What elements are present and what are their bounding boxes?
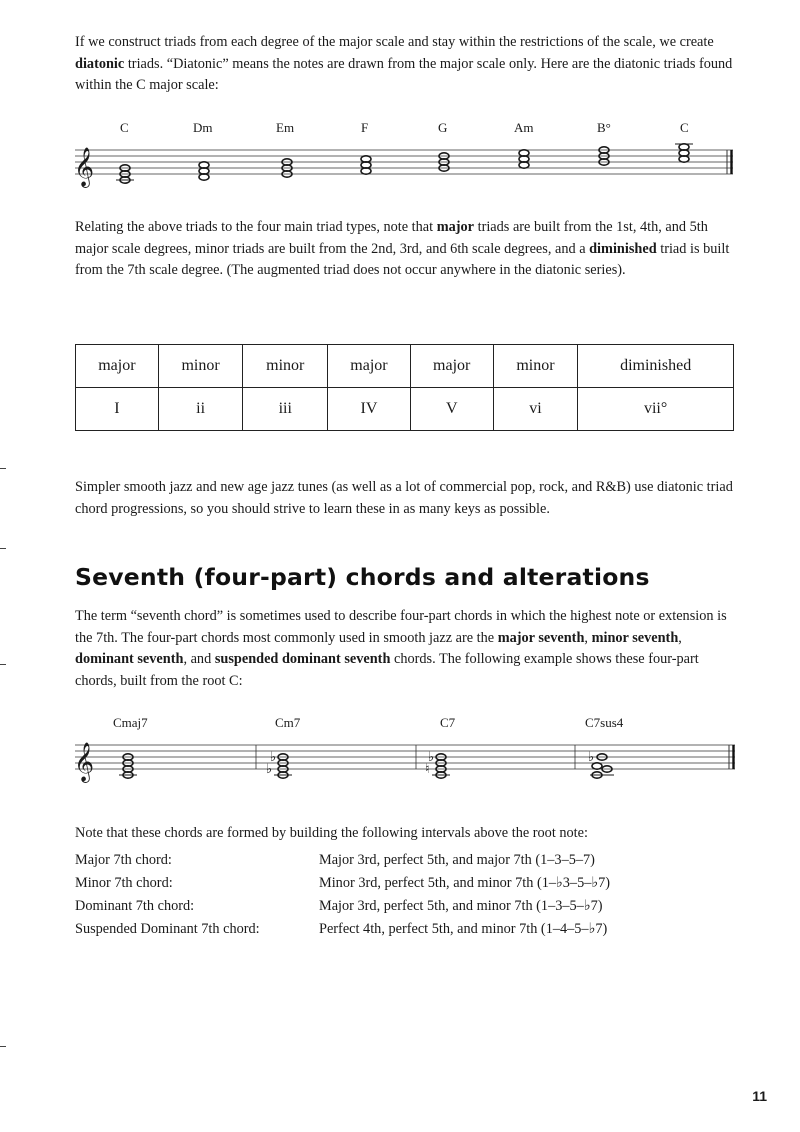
triad-label-1: C [120,120,129,135]
numeral-cell: ii [158,388,243,431]
triad-label-2: Dm [193,120,213,135]
seventh-text-2: , [584,629,592,646]
interval-chord-name: Minor 7th chord: [75,875,173,891]
intro-text-2: triads. “Diatonic” means the notes are drawn from the major scale only. Here are the diatonic triads found within the C major scale: [75,55,733,93]
intervals-intro: Note that these chords are formed by building the following intervals above the root note: [75,825,588,841]
triad-label-8: C [680,120,689,135]
quality-cell: major [76,345,159,388]
relating-text-2: triads are built from the 1st, 4th, and 5th major scale degrees, minor triads are built from the 2nd, 3rd, and 6th scale degrees, and a [75,219,708,257]
seventh-label-4: C7sus4 [585,715,624,730]
seventh-text-4: , and [183,651,215,667]
seventh-text-1: The term “seventh chord” is sometimes used to describe four-part chords in which the highest note or extension is the 7th. The four-part chords most commonly used in smooth jazz are the [75,608,727,646]
relating-text-1: Relating the above triads to the four main triad types, note that [75,219,437,235]
flat-icon: ♭ [428,750,435,765]
flat-icon: ♭ [270,750,277,765]
interval-description: Perfect 4th, perfect 5th, and minor 7th (1–4–5–♭7) [319,921,608,937]
margin-mark [0,468,6,469]
seventh-bold-suspended: suspended dominant seventh [214,651,391,667]
seventh-staff-lines [75,745,735,769]
interval-chord-name: Dominant 7th chord: [75,898,195,914]
triad-label-6: Am [514,120,534,135]
quality-cell: diminished [578,345,734,388]
margin-mark [0,548,6,549]
numeral-cell: iii [243,388,328,431]
intro-bold-diatonic: diatonic [75,55,125,72]
chord-notes-cmaj7 [119,754,137,778]
page-number: 11 [752,1088,767,1104]
section-heading: Seventh (four-part) chords and alterations [75,563,650,591]
interval-description: Major 3rd, perfect 5th, and major 7th (1–3–5–7) [319,852,595,868]
relating-text-3: triad is built from the 7th scale degree. (The augmented triad does not occur anywhere in the diatonic series). [75,240,730,278]
relating-bold-major: major [436,219,475,235]
numeral-cell: IV [328,388,411,431]
relating-bold-diminished: diminished [589,240,657,257]
triad-label-5: G [438,120,448,135]
triad-label-4: F [361,120,369,135]
numeral-cell: vii° [578,388,734,431]
intro-text-1: If we construct triads from each degree of the major scale and stay within the restrictions of the scale, we create [75,34,714,50]
numeral-cell: V [410,388,493,431]
simpler-paragraph: Simpler smooth jazz and new age jazz tunes (as well as a lot of commercial pop, rock, and R&B) use diatonic triad chord progressions, so you should strive to learn these in as many keys as possible. [75,479,733,517]
interval-description: Major 3rd, perfect 5th, and minor 7th (1–3–5–♭7) [319,898,603,914]
seventh-text-5: chords. The following example shows these four-part chords, built from the root C: [75,651,699,689]
triad-label-3: Em [276,120,295,135]
margin-mark [0,664,6,665]
chord-notes-cm7 [266,750,292,778]
interval-chord-name: Major 7th chord: [75,852,172,868]
triad-label-7: B° [597,120,611,135]
seventh-text-3: , [678,629,682,646]
seventh-bold-dominant: dominant seventh [75,651,184,667]
seventh-bold-major: major seventh [497,629,585,646]
quality-cell: minor [493,345,578,388]
chord-notes-c7sus4 [588,750,614,778]
quality-cell: minor [158,345,243,388]
seventh-label-2: Cm7 [275,715,301,730]
numeral-cell: I [76,388,159,431]
chord-notes-c7 [425,750,450,778]
quality-cell: major [410,345,493,388]
interval-description: Minor 3rd, perfect 5th, and minor 7th (1–♭3–5–♭7) [319,875,611,891]
treble-clef-icon: 𝄞 [74,147,95,187]
margin-mark [0,1046,6,1047]
seventh-bold-minor: minor seventh [591,629,679,646]
seventh-label-3: C7 [440,715,456,730]
flat-icon: ♭ [266,762,273,777]
numeral-cell: vi [493,388,578,431]
flat-icon: ♭ [588,750,595,765]
treble-clef-icon: 𝄞 [74,742,95,782]
quality-cell: major [328,345,411,388]
seventh-label-1: Cmaj7 [113,715,148,730]
natural-icon: ♮ [425,762,430,777]
interval-chord-name: Suspended Dominant 7th chord: [75,921,260,937]
quality-cell: minor [243,345,328,388]
